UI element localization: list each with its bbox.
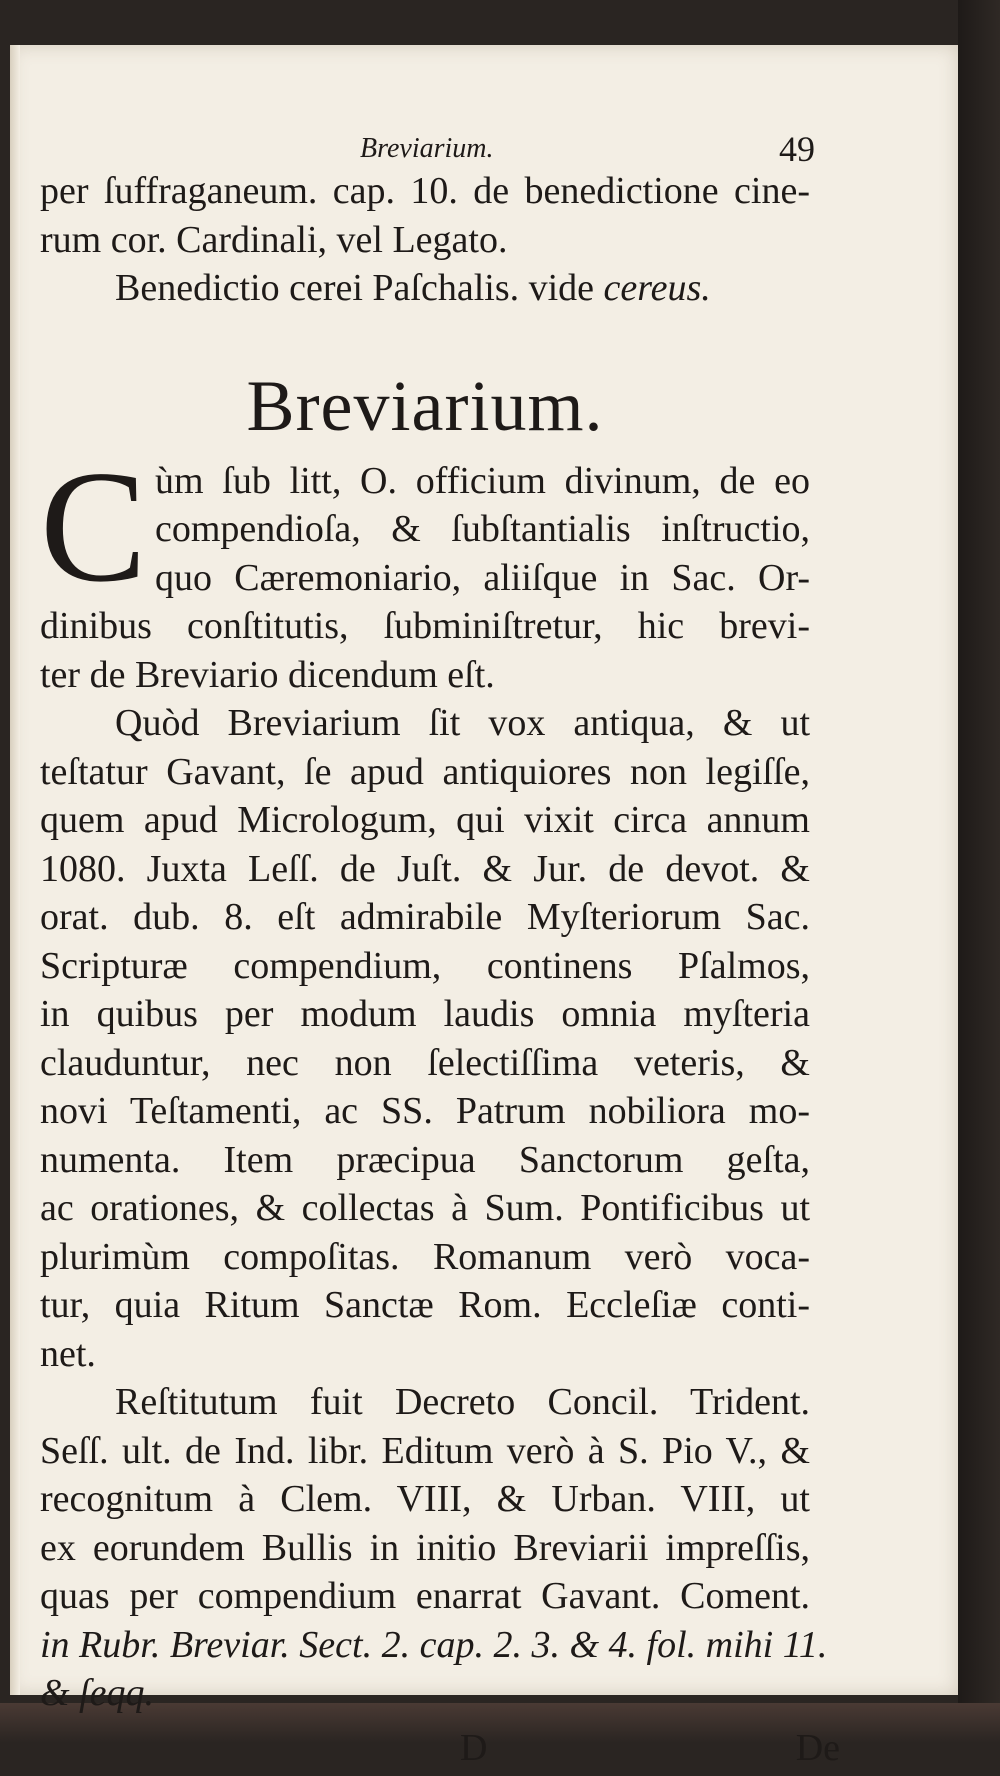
text-line: ex eorundem Bullis in initio Breviarii impreſſis, <box>40 1526 810 1569</box>
text-line: novi Teſtamenti, ac SS. Patrum nobiliora mo- <box>40 1090 810 1132</box>
text-line: recognitum à Clem. VIII, & Urban. VIII, ut <box>40 1478 810 1520</box>
paragraph-2 <box>40 699 810 1378</box>
text-line: ùm ſub litt, O. officium divinum, de eo <box>155 459 810 502</box>
text-line: & ſeqq. <box>40 1672 154 1714</box>
text-line: net. <box>40 1332 96 1375</box>
cross-reference-text: Benedictio cerei Paſchalis. vide <box>115 267 595 309</box>
text-line: clauduntur, nec non ſelectiſſima veteris, & <box>40 1041 810 1084</box>
paragraph-3 <box>40 1378 828 1718</box>
text-line: 1080. Juxta Leſſ. de Juſt. & Jur. de devot. & <box>40 847 810 890</box>
page-number: 49 <box>779 129 815 169</box>
text-line: dinibus conſtitutis, ſubminiſtretur, hic brevi- <box>40 605 810 647</box>
text-line: teſtatur Gavant, ſe apud antiquiores non legiſſe, <box>40 750 810 793</box>
drop-cap: C <box>40 436 147 615</box>
catchword: De <box>795 1726 840 1769</box>
text-line: quo Cæremoniario, aliiſque in Sac. Or- <box>155 556 810 599</box>
paragraph-1 <box>40 436 810 700</box>
text-line: numenta. Item præcipua Sanctorum geſta, <box>40 1138 810 1181</box>
text-line: tur, quia Ritum Sanctæ Rom. Eccleſiæ conti- <box>40 1284 810 1326</box>
running-head-title: Breviarium. <box>360 133 494 164</box>
text-line: ac orationes, & collectas à Sum. Pontificibus ut <box>40 1187 810 1229</box>
book-edge-right <box>958 0 1000 1743</box>
text-line: rum cor. Cardinali, vel Legato. <box>40 218 508 261</box>
text-line: in Rubr. Breviar. Sect. 2. cap. 2. 3. & 4. fol. mihi 11. <box>40 1623 828 1666</box>
section-title: Breviarium. <box>246 365 604 446</box>
text-line: compendioſa, & ſubſtantialis inſtructio, <box>155 508 810 550</box>
text-line: Seſſ. ult. de Ind. libr. Editum verò à S. Pio V., & <box>40 1429 810 1472</box>
text-line: plurimùm compoſitas. Romanum verò voca- <box>40 1235 810 1278</box>
text-line: Scripturæ compendium, continens Pſalmos, <box>40 944 810 987</box>
signature-mark: D <box>460 1726 488 1769</box>
text-line: quas per compendium enarrat Gavant. Coment. <box>40 1575 810 1617</box>
text-line: per ſuffraganeum. cap. 10. de benedictione cine- <box>40 170 810 212</box>
text-line: Quòd Breviarium ſit vox antiqua, & ut <box>115 702 810 744</box>
page-text <box>40 125 840 1776</box>
text-line: orat. dub. 8. eſt admirabile Myſteriorum Sac. <box>40 896 810 938</box>
running-head <box>40 125 815 169</box>
text-line: in quibus per modum laudis omnia myſteria <box>40 993 810 1035</box>
text-line: Reſtitutum fuit Decreto Concil. Trident. <box>115 1381 810 1423</box>
page-footer <box>40 1724 840 1776</box>
text-line: ter de Breviario dicendum eſt. <box>40 653 495 696</box>
cross-reference-target: cereus. <box>603 267 711 309</box>
text-line: quem apud Micrologum, qui vixit circa annum <box>40 799 810 841</box>
cross-reference <box>40 264 810 313</box>
